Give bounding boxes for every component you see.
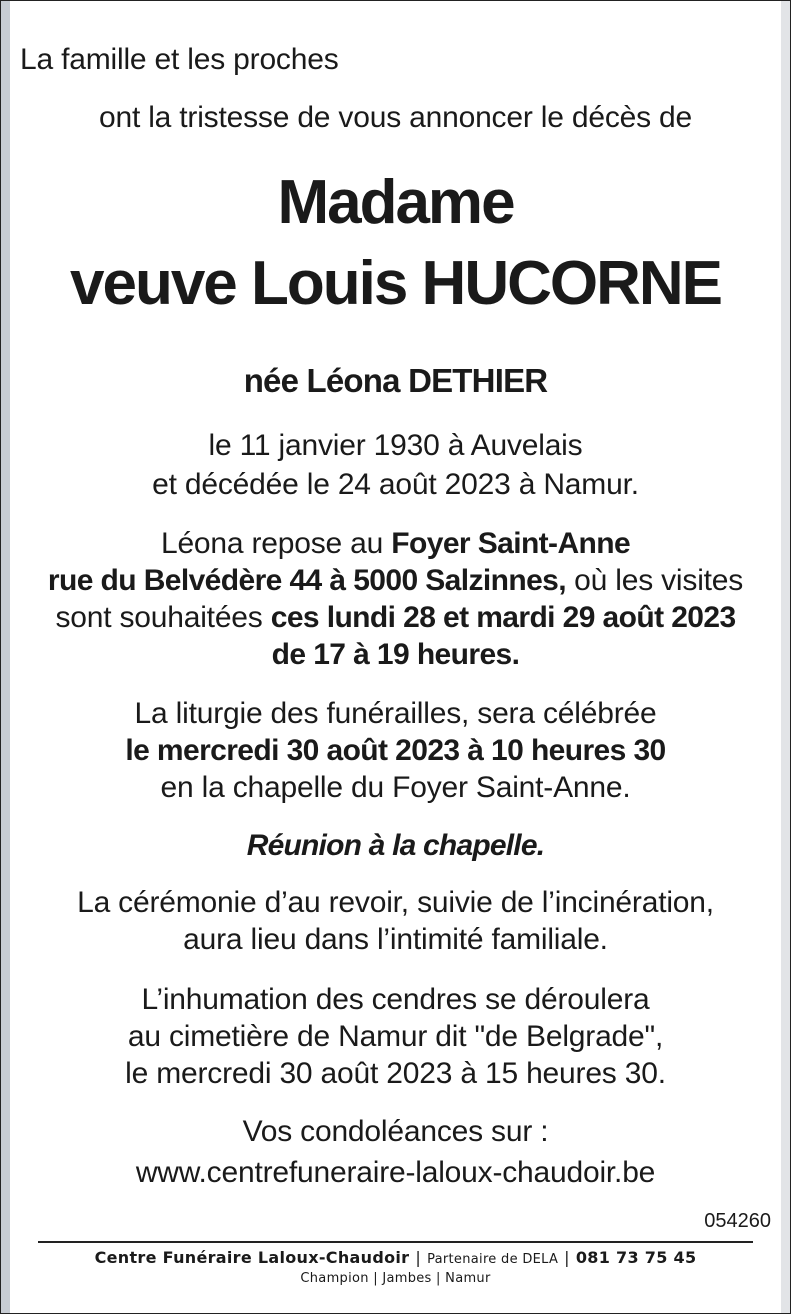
visitation-address: rue du Belvédère 44 à 5000 Salzinnes, xyxy=(47,564,566,597)
birth-name: née Léona DETHIER xyxy=(243,362,548,399)
footer-divider xyxy=(38,1241,753,1243)
intro-line-2: ont la tristesse de vous annoncer le décès de xyxy=(98,101,693,134)
footer-separator: | xyxy=(564,1248,570,1267)
reference-number: 054260 xyxy=(704,1210,771,1232)
visitation-dates: ces lundi 28 et mardi 29 août 2023 xyxy=(270,601,736,634)
visitation-line-3-text: sont souhaitées xyxy=(55,601,271,634)
burial-line-1: L’inhumation des cendres se déroulera xyxy=(141,983,650,1016)
visitation-line-2 xyxy=(0,564,791,598)
condolences-url[interactable]: www.centrefuneraire-laloux-chaudoir.be xyxy=(135,1156,656,1189)
burial-line-2: au cimetière de Namur dit "de Belgrade", xyxy=(127,1020,664,1053)
intro-line-1: La famille et les proches xyxy=(20,43,339,76)
footer-partner: Partenaire de DELA xyxy=(427,1252,559,1267)
liturgy-location: en la chapelle du Foyer Saint-Anne. xyxy=(160,771,631,804)
visitation-hours: de 17 à 19 heures. xyxy=(271,638,520,671)
death-date: et décédée le 24 août 2023 à Namur. xyxy=(152,468,639,501)
visitation-line-3 xyxy=(0,601,791,635)
footer-company: Centre Funéraire Laloux-Chaudoir xyxy=(94,1248,410,1267)
visitation-line-1 xyxy=(0,527,791,561)
liturgy-datetime: le mercredi 30 août 2023 à 10 heures 30 xyxy=(125,734,666,767)
liturgy-line-1: La liturgie des funérailles, sera célébrée xyxy=(134,697,657,730)
footer-phone: 081 73 75 45 xyxy=(575,1248,697,1267)
footer-separator: | xyxy=(415,1248,422,1267)
visitation-line-2-text: où les visites xyxy=(566,564,744,597)
footer-line-1 xyxy=(0,1248,791,1267)
visitation-venue: Foyer Saint-Anne xyxy=(391,527,631,560)
deceased-title-line-2: veuve Louis HUCORNE xyxy=(69,249,722,318)
deceased-title-line-1: Madame xyxy=(277,168,514,237)
meeting-note: Réunion à la chapelle. xyxy=(246,829,545,862)
visitation-line-1-text: Léona repose au xyxy=(160,527,392,560)
burial-line-3: le mercredi 30 août 2023 à 15 heures 30. xyxy=(125,1057,666,1090)
condolences-label: Vos condoléances sur : xyxy=(242,1115,549,1148)
footer-locations: Champion | Jambes | Namur xyxy=(300,1271,491,1286)
ceremony-line-2: aura lieu dans l’intimité familiale. xyxy=(183,923,608,956)
ceremony-line-1: La cérémonie d’au revoir, suivie de l’incinération, xyxy=(77,886,714,919)
birth-date: le 11 janvier 1930 à Auvelais xyxy=(208,429,583,462)
